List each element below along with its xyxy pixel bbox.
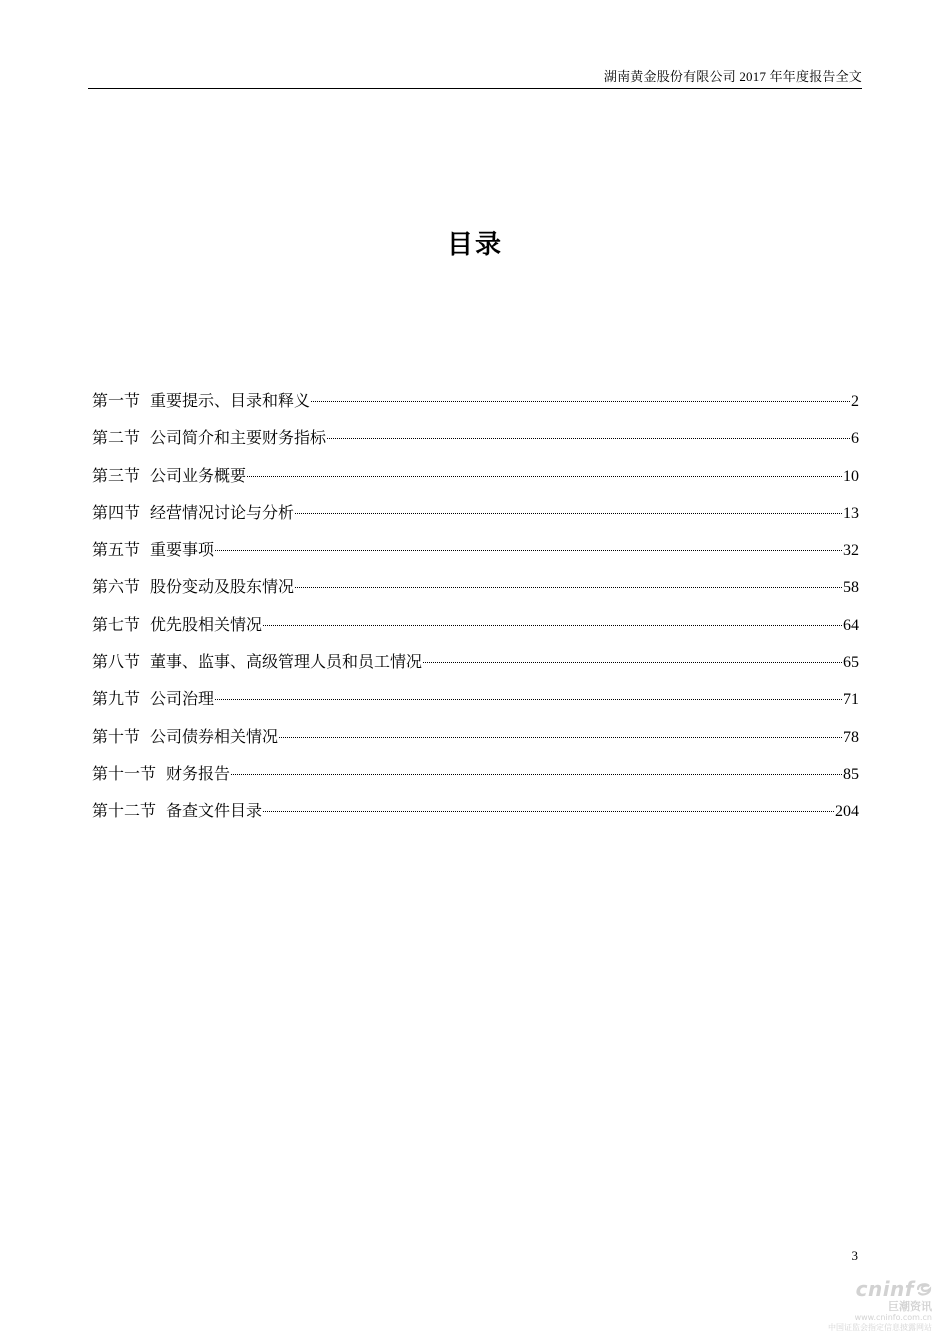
toc-leader-dots	[295, 587, 842, 588]
page-title: 目录	[446, 230, 503, 260]
toc-entry[interactable]	[92, 537, 859, 574]
toc-entry[interactable]	[92, 388, 859, 425]
toc-page-number: 78	[843, 728, 859, 746]
page-header	[88, 64, 862, 89]
toc-page-number: 204	[835, 803, 859, 821]
toc-section-number: 第八节	[92, 654, 141, 672]
toc-page-number: 65	[843, 654, 859, 672]
watermark-description: 中国证监会指定信息披露网站	[828, 1323, 932, 1332]
toc-page-number: 58	[843, 579, 859, 597]
toc-section-title: 董事、监事、高级管理人员和员工情况	[150, 654, 423, 672]
toc-leader-dots	[311, 401, 850, 402]
toc-page-number: 13	[843, 504, 859, 522]
watermark-url: www.cninfo.com.cn	[854, 1313, 932, 1322]
toc-section-number: 第四节	[92, 504, 141, 522]
toc-page-number: 10	[843, 467, 859, 485]
toc-section-number: 第七节	[92, 616, 141, 634]
toc-section-number: 第十二节	[92, 803, 157, 821]
toc-page-number: 64	[843, 616, 859, 634]
toc-section-number: 第五节	[92, 542, 141, 560]
toc-page-number: 85	[843, 765, 859, 783]
toc-section-title: 财务报告	[166, 765, 231, 783]
watermark-name: 巨潮资讯	[888, 1300, 932, 1313]
cninfo-watermark	[812, 1278, 932, 1338]
toc-section-number: 第一节	[92, 393, 141, 410]
toc-entry[interactable]	[92, 612, 859, 649]
header-title: 湖南黄金股份有限公司 2017 年年度报告全文	[603, 69, 862, 84]
toc-section-title: 公司业务概要	[150, 467, 247, 485]
toc-entry[interactable]	[92, 463, 859, 500]
toc-leader-dots	[263, 811, 834, 812]
toc-entry[interactable]	[92, 500, 859, 537]
toc-section-title: 公司治理	[150, 691, 215, 709]
toc-section-title: 公司简介和主要财务指标	[150, 430, 327, 448]
watermark-logo-text: cninf	[855, 1277, 914, 1301]
toc-entry[interactable]	[92, 724, 859, 761]
toc-leader-dots	[279, 737, 842, 738]
toc-page-number: 6	[851, 430, 859, 448]
toc-section-title: 经营情况讨论与分析	[150, 504, 295, 522]
toc-entry[interactable]	[92, 761, 859, 798]
toc-section-number: 第十节	[92, 728, 141, 746]
toc-section-title: 重要提示、目录和释义	[150, 393, 311, 410]
toc-page-number: 71	[843, 691, 859, 709]
watermark-logo	[812, 1278, 932, 1300]
toc-section-number: 第九节	[92, 691, 141, 709]
toc-page-number: 2	[851, 393, 859, 410]
toc-section-title: 公司债券相关情况	[150, 728, 279, 746]
toc-entry[interactable]	[92, 574, 859, 611]
toc-entry[interactable]	[92, 649, 859, 686]
toc-entry[interactable]	[92, 798, 859, 835]
toc-leader-dots	[327, 438, 850, 439]
toc-section-title: 股份变动及股东情况	[150, 579, 295, 597]
toc-leader-dots	[423, 662, 842, 663]
toc-leader-dots	[295, 513, 842, 514]
toc-section-number: 第十一节	[92, 765, 157, 783]
toc-section-number: 第二节	[92, 430, 141, 448]
toc-entry[interactable]	[92, 425, 859, 462]
toc-section-title: 优先股相关情况	[150, 616, 263, 634]
table-of-contents	[92, 388, 859, 836]
toc-leader-dots	[215, 699, 842, 700]
toc-section-number: 第六节	[92, 579, 141, 597]
toc-leader-dots	[247, 476, 842, 477]
toc-leader-dots	[263, 625, 842, 626]
toc-section-title: 重要事项	[150, 542, 215, 560]
toc-leader-dots	[215, 550, 842, 551]
toc-section-number: 第三节	[92, 467, 141, 485]
toc-leader-dots	[231, 774, 842, 775]
toc-section-title: 备查文件目录	[166, 803, 263, 821]
toc-page-number: 32	[843, 542, 859, 560]
page-number: 3	[851, 1248, 858, 1263]
swirl-icon	[916, 1281, 932, 1297]
toc-entry[interactable]	[92, 686, 859, 723]
